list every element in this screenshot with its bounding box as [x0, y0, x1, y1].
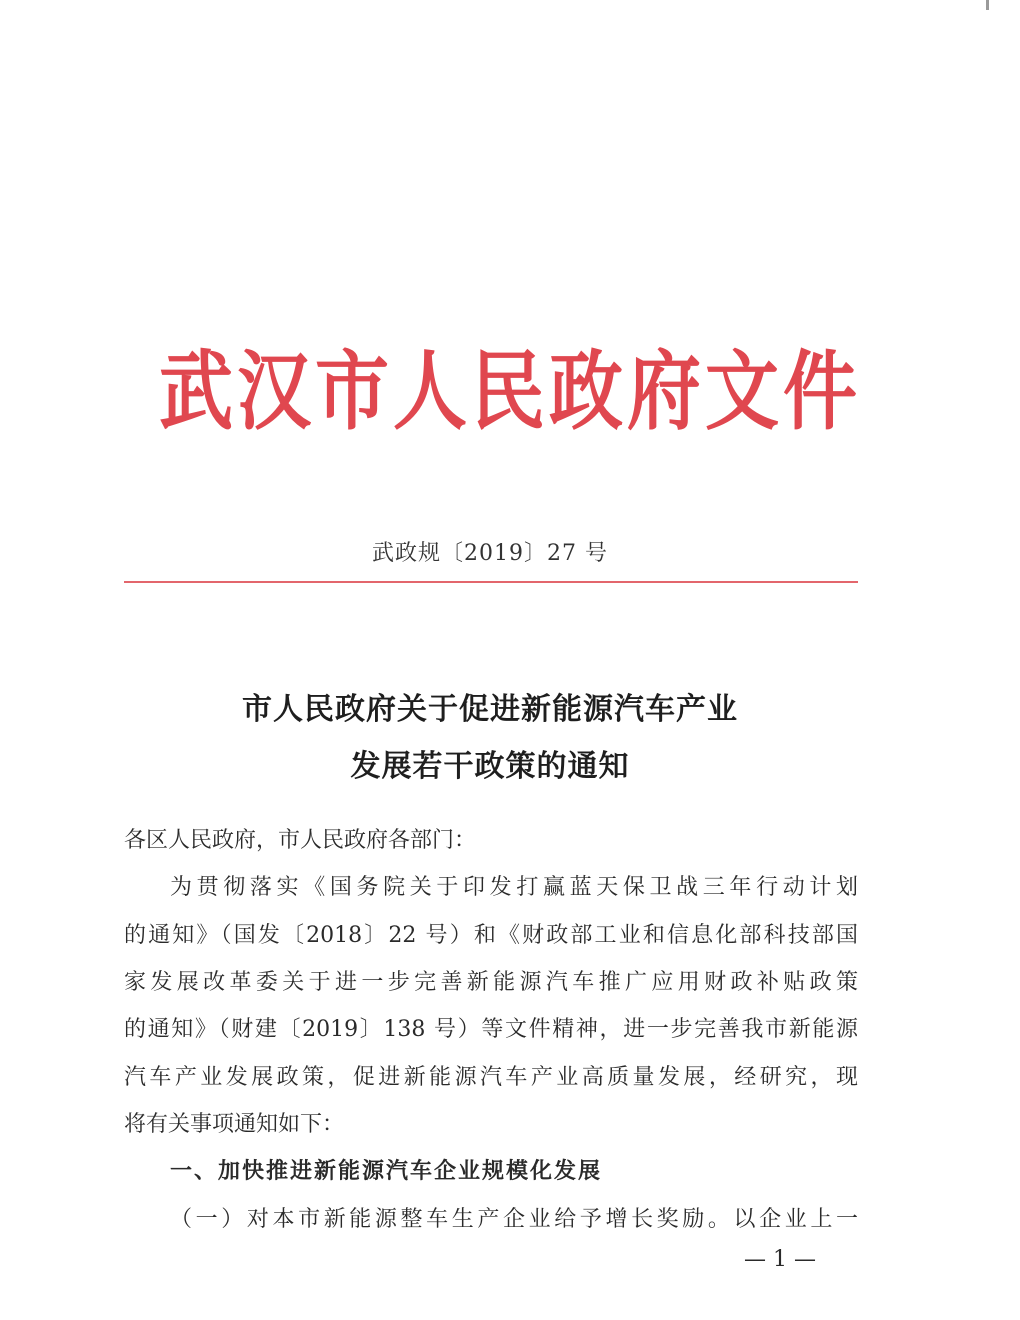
document-masthead: 武汉市人民政府文件: [159, 342, 861, 443]
section-heading: 一、加快推进新能源汽车企业规模化发展: [170, 1159, 603, 1184]
paragraph-line-5: 汽车产业发展政策，促进新能源汽车产业高质量发展，经研究，现: [124, 1065, 858, 1090]
scan-corner-mark: [986, 0, 989, 10]
document-title-line-1: 市人民政府关于促进新能源汽车产业: [242, 692, 738, 727]
page-number: — 1 —: [744, 1247, 816, 1272]
paragraph-line-1: 为贯彻落实《国务院关于印发打赢蓝天保卫战三年行动计划: [170, 875, 858, 900]
paragraph-line-2: 的通知》（国发〔2018〕22 号）和《财政部工业和信息化部科技部国: [124, 923, 858, 948]
paragraph-line-6: 将有关事项通知如下：: [124, 1112, 345, 1137]
paragraph-line-4: 的通知》（财建〔2019〕138 号）等文件精神，进一步完善我市新能源: [124, 1017, 858, 1042]
paragraph-line-3: 家发展改革委关于进一步完善新能源汽车推广应用财政补贴政策: [124, 970, 858, 995]
document-number: 武政规〔2019〕27 号: [372, 541, 608, 566]
subsection-line: （一）对本市新能源整车生产企业给予增长奖励。以企业上一: [170, 1207, 858, 1232]
salutation: 各区人民政府，市人民政府各部门：: [124, 828, 477, 853]
document-title-line-2: 发展若干政策的通知: [350, 749, 630, 784]
red-divider-line: [124, 581, 858, 583]
